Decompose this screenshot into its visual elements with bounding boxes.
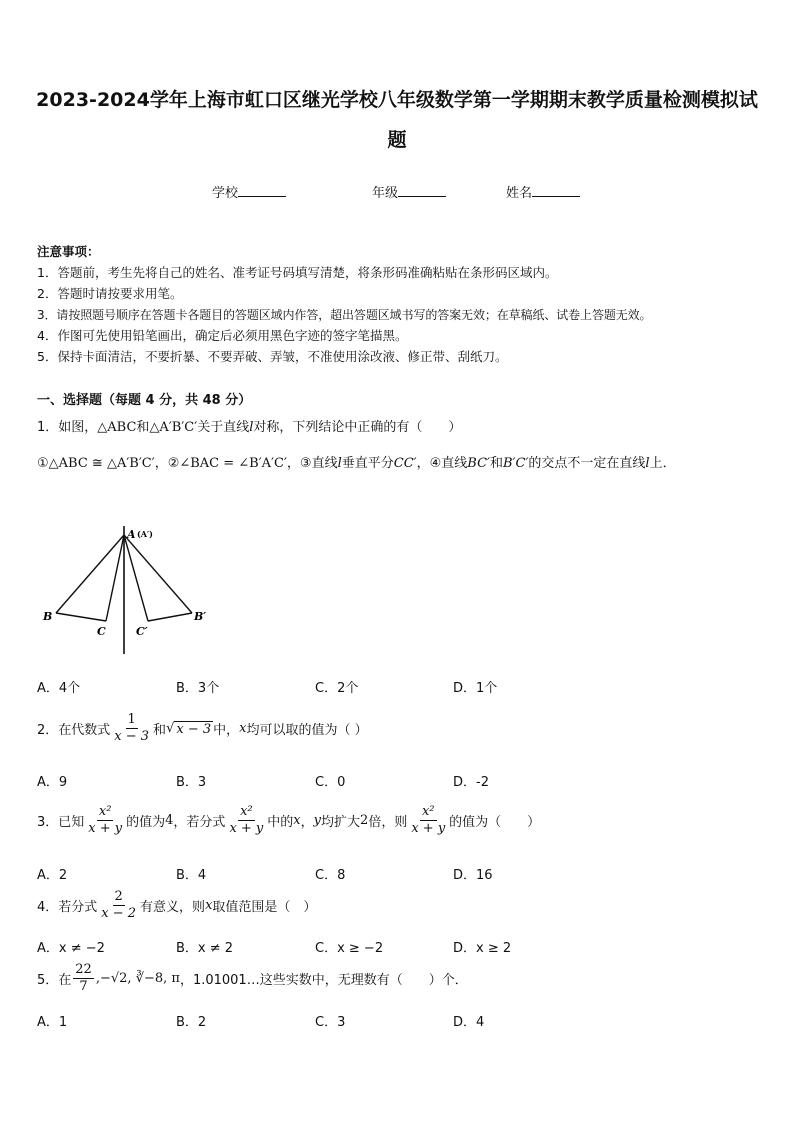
q5-frac-den: 7: [79, 979, 88, 994]
note-item: 1．答题前，考生先将自己的姓名、准考证号码填写清楚，将条形码准确粘贴在条形码区域内。: [37, 265, 558, 280]
q2-sqrt-radicand: x − 3: [176, 721, 212, 737]
q2-text: 均可以取的值为（ ）: [246, 723, 368, 738]
q3-text: ，: [300, 815, 314, 830]
q5-option-d[interactable]: D．4: [453, 1015, 485, 1030]
q2-option-c[interactable]: C．0: [315, 775, 346, 790]
q3-text: 的值为: [126, 815, 166, 830]
q3-fraction: [227, 804, 265, 837]
q1-claim-math: B′C′: [503, 456, 529, 471]
q5-fraction: [73, 962, 94, 995]
q3-text: 倍，则: [368, 815, 408, 830]
note-item: 4．作图可先使用铅笔画出，确定后必须用黑色字迹的签字笔描黑。: [37, 328, 408, 343]
q1-text: 关于直线: [197, 420, 250, 435]
q5-option-b[interactable]: B．2: [176, 1015, 207, 1030]
question-1-claims: [37, 452, 676, 471]
q3-value: 2: [360, 813, 369, 828]
q3-option-a[interactable]: A．2: [37, 868, 68, 883]
segment-bc: [56, 613, 106, 621]
name-blank: [532, 184, 580, 197]
note-item: 2．答题时请按要求用笔。: [37, 286, 183, 301]
q1-option-b[interactable]: B．3个: [176, 681, 220, 696]
q1-claim-text: ①: [37, 456, 49, 471]
q2-frac-num: 1: [127, 712, 136, 727]
q3-var-x: x: [293, 813, 301, 828]
q3-frac-den: x + y: [88, 821, 123, 836]
exam-title-line2: 题: [387, 129, 407, 151]
q1-claim-text: 上．: [649, 456, 676, 471]
question-5-stem: [37, 962, 468, 995]
q3-fraction: [86, 804, 124, 837]
label-a-prime: (A′): [137, 529, 153, 539]
q3-value: 4: [165, 813, 174, 828]
question-4-stem: [37, 889, 316, 922]
q4-var-x: x: [205, 898, 213, 913]
q2-sqrt: [166, 721, 213, 737]
q3-frac-num: x²: [98, 804, 112, 819]
q3-option-d[interactable]: D．16: [453, 868, 493, 883]
label-a: A: [127, 528, 136, 541]
q2-text: 2．在代数式: [37, 723, 111, 738]
school-label: 学校: [212, 186, 239, 201]
q1-claim-math: BC′: [467, 456, 490, 471]
q2-text: 和: [153, 723, 167, 738]
school-field: [212, 182, 286, 201]
notes-heading: 注意事项：: [37, 244, 100, 259]
q5-text: 5．在: [37, 973, 72, 988]
q4-frac-den: x − 2: [101, 906, 137, 921]
q1-claim-math: l: [645, 456, 650, 471]
q2-var-x: x: [239, 721, 247, 736]
q3-frac-den: x + y: [229, 821, 264, 836]
q3-frac-den: x + y: [411, 821, 446, 836]
grade-field: [372, 182, 446, 201]
q2-option-b[interactable]: B．3: [176, 775, 207, 790]
q2-text: 中，: [213, 723, 240, 738]
label-c: C: [97, 625, 106, 638]
q3-option-b[interactable]: B．4: [176, 868, 207, 883]
grade-label: 年级: [372, 186, 399, 201]
q4-frac-num: 2: [114, 889, 123, 904]
q1-claim-text: 的交点不一定在直线: [528, 456, 646, 471]
q1-claim-text: 和: [489, 456, 503, 471]
q2-option-a[interactable]: A．9: [37, 775, 68, 790]
q2-option-d[interactable]: D．-2: [453, 775, 489, 790]
q3-frac-num: x²: [240, 804, 253, 819]
question-1-stem: [37, 416, 461, 435]
q4-option-a[interactable]: A．x ≠ −2: [37, 941, 105, 956]
label-b-prime: B′: [194, 610, 207, 623]
q1-option-a[interactable]: A．4个: [37, 681, 81, 696]
q4-text: 4．若分式: [37, 900, 98, 915]
q3-fraction: [409, 804, 447, 837]
q4-option-d[interactable]: D．x ≥ 2: [453, 941, 512, 956]
q4-text: 取值范围是（ ）: [212, 900, 317, 915]
q4-option-b[interactable]: B．x ≠ 2: [176, 941, 234, 956]
q1-text: 对称，下列结论中正确的有（ ）: [253, 420, 462, 435]
q3-text: 的值为（ ）: [449, 815, 541, 830]
question-3-stem: [37, 804, 540, 837]
q1-claim-math: ∠BAC = ∠B′A′C′: [179, 456, 287, 471]
q1-claim-math: CC′: [393, 456, 417, 471]
q3-frac-num: x²: [421, 804, 435, 819]
name-label: 姓名: [506, 186, 533, 201]
question-2-stem: [37, 712, 368, 745]
q1-claim-text: 垂直平分: [341, 456, 394, 471]
q3-option-c[interactable]: C．8: [315, 868, 346, 883]
segment-ca: [106, 535, 124, 621]
q4-option-c[interactable]: C．x ≥ −2: [315, 941, 384, 956]
q1-text: 和: [136, 420, 150, 435]
q2-fraction: [112, 712, 151, 745]
section-heading: 一、选择题（每题 4 分，共 48 分）: [37, 393, 252, 408]
grade-blank: [398, 184, 446, 197]
q3-text: 3．已知: [37, 815, 85, 830]
q3-text: 中的: [267, 815, 294, 830]
q5-option-c[interactable]: C．3: [315, 1015, 346, 1030]
q5-frac-num: 22: [75, 962, 92, 977]
q1-triangle-abc: △ABC: [97, 420, 137, 435]
q2-frac-den: x − 3: [114, 729, 150, 744]
segment-ab: [56, 535, 124, 613]
q3-var-y: y: [313, 813, 322, 828]
q3-text: 均扩大: [321, 815, 361, 830]
q1-claim-math: l: [337, 456, 342, 471]
q5-text: ，1.01001…这些实数中，无理数有（ ）个．: [179, 973, 468, 988]
symmetry-figure: [36, 522, 216, 662]
q1-triangle-abc-prime: △A′B′C′: [149, 420, 198, 435]
q1-option-d[interactable]: D．1个: [453, 681, 498, 696]
label-b: B: [43, 610, 53, 623]
q3-text: ，若分式: [173, 815, 226, 830]
q1-line-l: l: [249, 420, 254, 435]
note-item: 5．保持卡面清洁，不要折暴、不要弄破、弄皱，不准使用涂改液、修正带、刮纸刀。: [37, 349, 508, 364]
q4-text: 有意义，则: [140, 900, 206, 915]
q1-text: 1．如图，: [37, 420, 98, 435]
q1-claim-math: △ABC ≅ △A′B′C′: [48, 456, 155, 471]
exam-title-line1: 2023-2024学年上海市虹口区继光学校八年级数学第一学期期末教学质量检测模拟试: [36, 89, 758, 111]
q1-claim-text: ，③直线: [286, 456, 338, 471]
note-item: 3．请按照题号顺序在答题卡各题目的答题区域内作答，超出答题区域书写的答案无效；在草稿纸、试卷上答题无效。: [37, 308, 652, 322]
q1-claim-text: ，④直线: [416, 456, 468, 471]
q5-option-a[interactable]: A．1: [37, 1015, 68, 1030]
name-field: [506, 182, 580, 201]
school-blank: [238, 184, 286, 197]
sqrt-sign: √: [166, 720, 175, 736]
q1-claim-text: ，②: [154, 456, 180, 471]
label-c-prime: C′: [136, 625, 148, 638]
segment-bc-prime: [148, 613, 192, 621]
q5-number-list: ,−√2, ∛−8, π: [95, 971, 180, 986]
q4-fraction: [99, 889, 138, 922]
q1-option-c[interactable]: C．2个: [315, 681, 359, 696]
